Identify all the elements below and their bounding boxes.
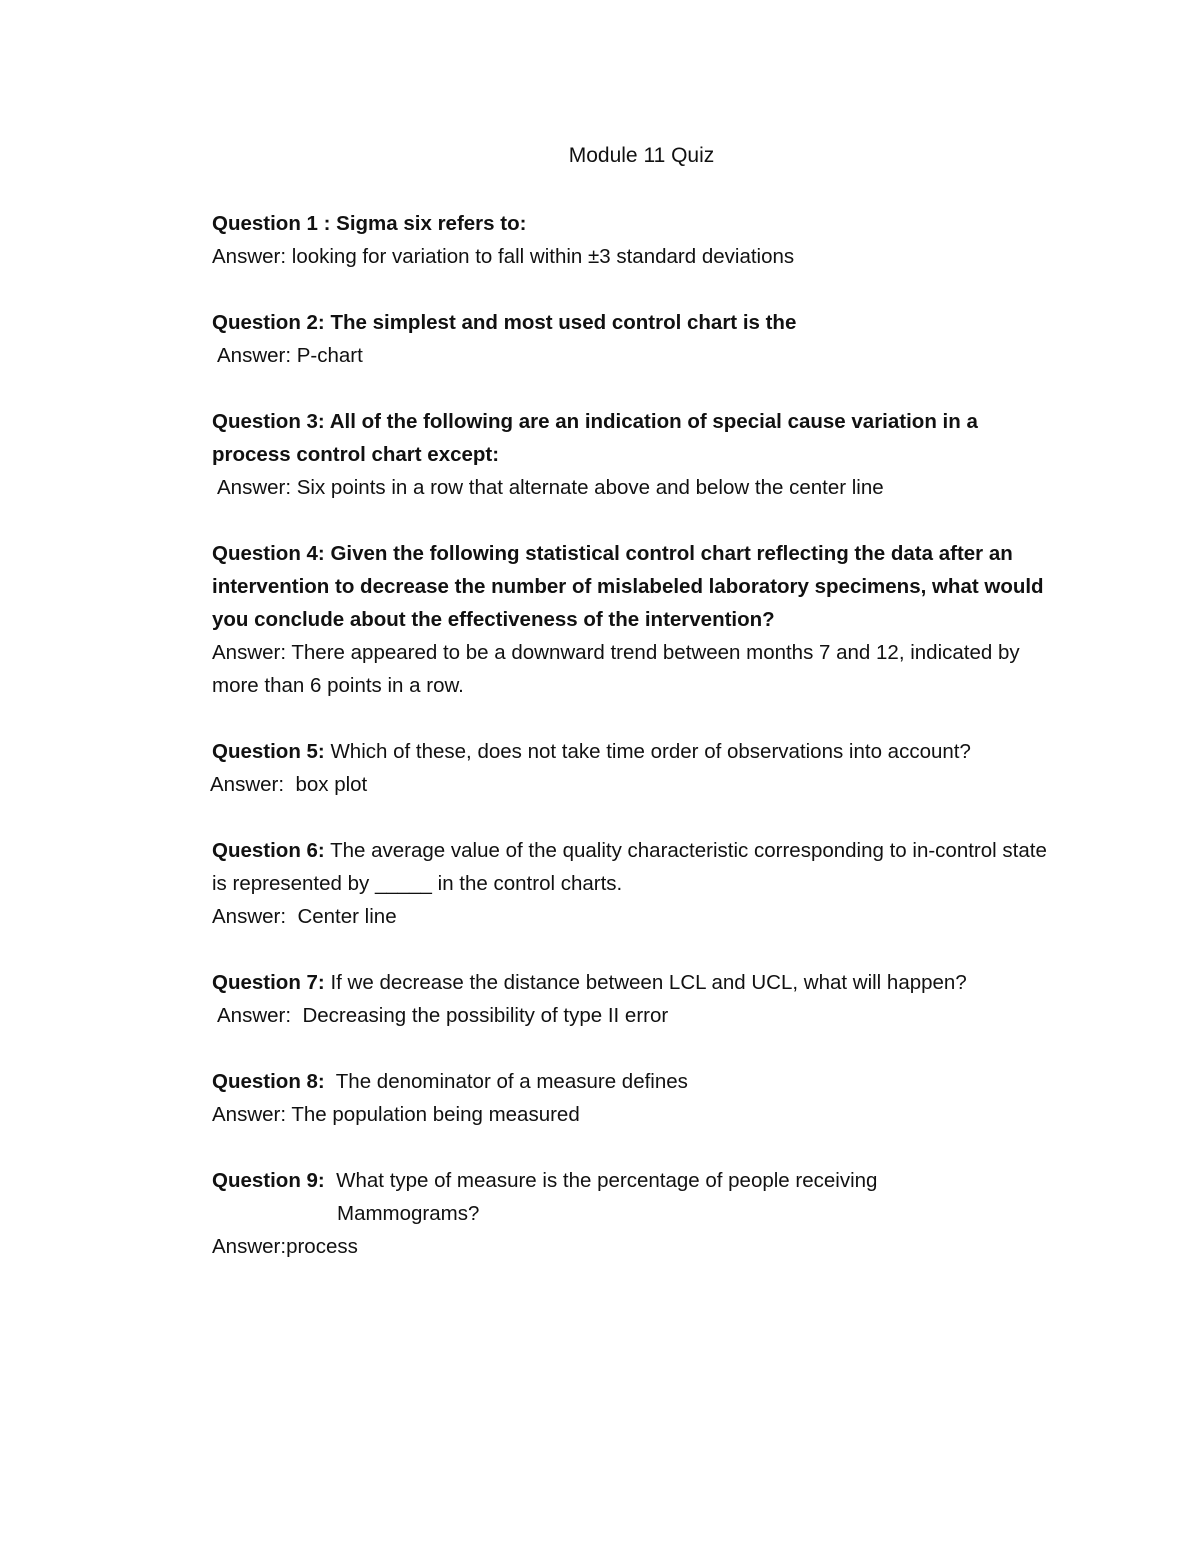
question-block-3 xyxy=(212,405,1062,504)
quiz-body xyxy=(212,207,1062,1296)
question-2-label: Question 2: xyxy=(212,311,325,334)
question-5-label: Question 5: xyxy=(212,740,325,763)
answer-9 xyxy=(212,1230,1062,1263)
answer-4-label: Answer: xyxy=(212,641,287,664)
answer-7 xyxy=(212,999,1062,1032)
question-1 xyxy=(212,207,1062,240)
answer-4-text: There appeared to be a downward trend between months 7 and 12, indicated by more than 6 points in a row. xyxy=(212,641,1026,697)
question-1-label: Question 1 : xyxy=(212,212,331,235)
question-6 xyxy=(212,834,1062,900)
answer-6-label: Answer: xyxy=(212,905,287,928)
question-block-2 xyxy=(212,306,1062,372)
answer-1-label: Answer: xyxy=(212,245,287,268)
answer-9-text: process xyxy=(286,1235,358,1258)
answer-5 xyxy=(210,768,1062,801)
question-1-text: Sigma six refers to: xyxy=(330,212,527,235)
answer-5-label: Answer: xyxy=(210,773,285,796)
answer-5-text: box plot xyxy=(284,773,368,796)
question-7-label: Question 7: xyxy=(212,971,325,994)
question-8-label: Question 8: xyxy=(212,1070,325,1093)
question-7 xyxy=(212,966,1062,999)
question-block-6 xyxy=(212,834,1062,933)
question-5-text: Which of these, does not take time order of observations into account? xyxy=(324,740,971,763)
question-4 xyxy=(212,537,1062,636)
answer-3-text: Six points in a row that alternate above and below the center line xyxy=(291,476,884,499)
answer-8 xyxy=(212,1098,1062,1131)
question-2 xyxy=(212,306,1062,339)
question-9 xyxy=(212,1164,1062,1197)
question-3 xyxy=(212,405,1062,471)
answer-2-label: Answer: xyxy=(217,344,292,367)
answer-3 xyxy=(212,471,1062,504)
question-7-text: If we decrease the distance between LCL and UCL, what will happen? xyxy=(324,971,967,994)
answer-3-label: Answer: xyxy=(217,476,292,499)
answer-1-text: looking for variation to fall within ±3 standard deviations xyxy=(286,245,795,268)
question-4-text: Given the following statistical control chart reflecting the data after an intervention to decrease the number of mislabeled laboratory specimens, what would you conclude about the effectiveness of the intervention? xyxy=(212,542,1050,631)
question-6-text: The average value of the quality characteristic corresponding to in-control state is represented by _____ in the control charts. xyxy=(212,839,1053,895)
question-5 xyxy=(212,735,1062,768)
answer-1 xyxy=(212,240,1062,273)
answer-4 xyxy=(212,636,1062,702)
page-title: Module 11 Quiz xyxy=(568,144,715,167)
question-block-7 xyxy=(212,966,1062,1032)
question-block-9 xyxy=(212,1164,1062,1263)
question-3-text: All of the following are an indication of special cause variation in a process control chart except: xyxy=(212,410,984,466)
question-3-label: Question 3: xyxy=(212,410,325,433)
answer-8-label: Answer: xyxy=(212,1103,287,1126)
answer-6 xyxy=(212,900,1062,933)
question-block-1 xyxy=(212,207,1062,273)
question-4-label: Question 4: xyxy=(212,542,325,565)
question-block-4 xyxy=(212,537,1062,702)
question-block-8 xyxy=(212,1065,1062,1131)
answer-2-text: P-chart xyxy=(291,344,363,367)
answer-8-text: The population being measured xyxy=(286,1103,580,1126)
answer-9-label: Answer: xyxy=(212,1235,287,1258)
answer-7-label: Answer: xyxy=(217,1004,292,1027)
question-6-label: Question 6: xyxy=(212,839,325,862)
question-9-label: Question 9: xyxy=(212,1169,325,1192)
question-2-text: The simplest and most used control chart is the xyxy=(324,311,797,334)
question-8 xyxy=(212,1065,1062,1098)
question-9-text-continued: Mammograms? xyxy=(337,1202,480,1225)
answer-6-text: Center line xyxy=(286,905,397,928)
question-block-5 xyxy=(212,735,1062,801)
answer-2 xyxy=(212,339,1062,372)
answer-7-text: Decreasing the possibility of type II error xyxy=(291,1004,669,1027)
question-9-text: What type of measure is the percentage of people receiving xyxy=(324,1169,878,1192)
question-8-text: The denominator of a measure defines xyxy=(324,1070,688,1093)
